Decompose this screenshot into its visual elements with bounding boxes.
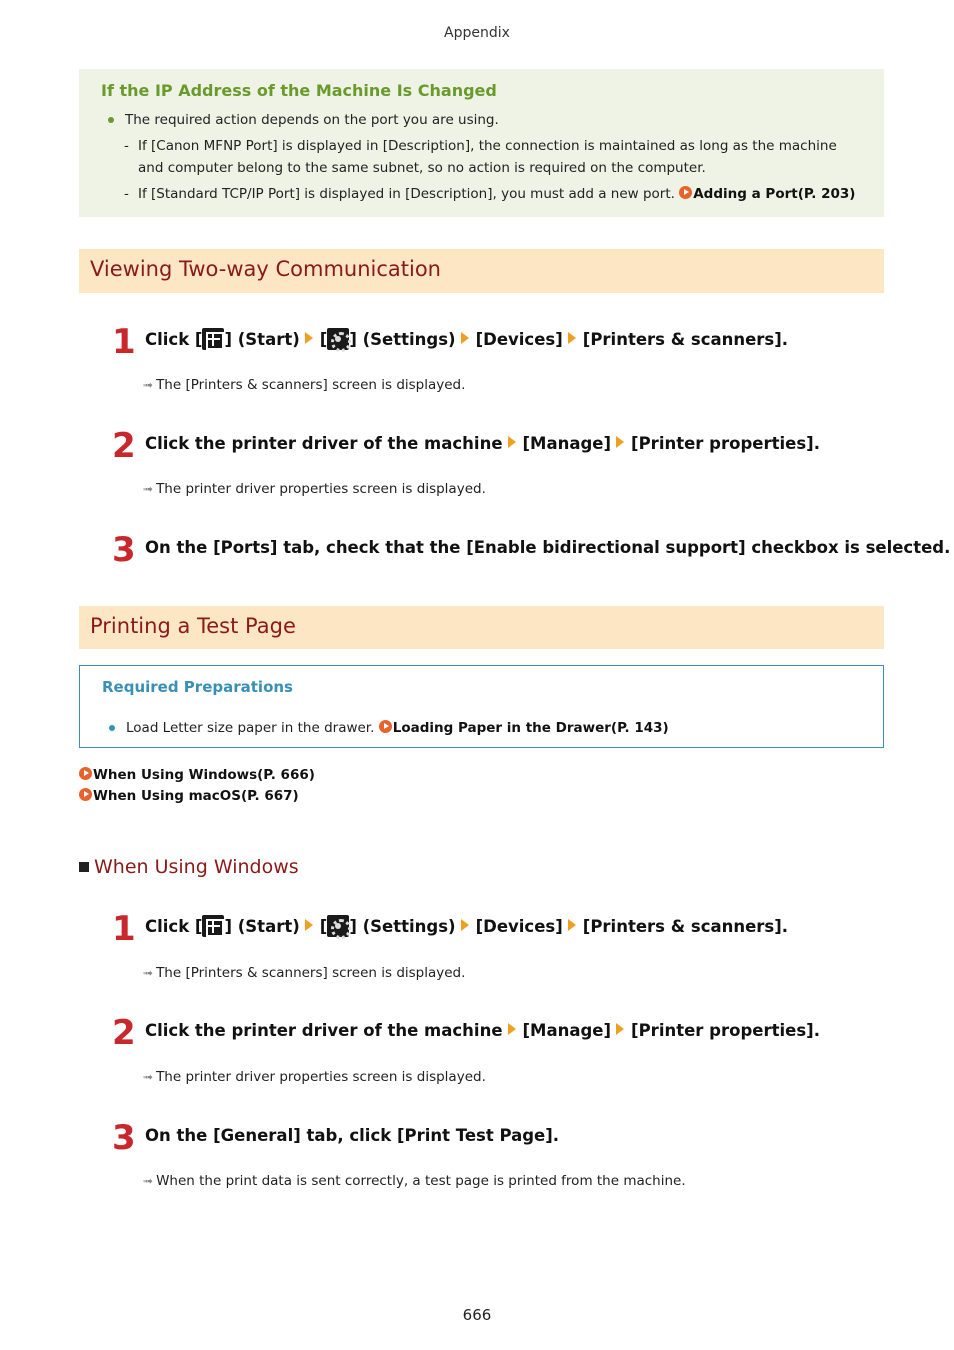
link-arrow-icon bbox=[379, 720, 392, 733]
step-instruction: On the [General] tab, click [Print Test Page]. bbox=[145, 1126, 560, 1145]
step-result-text: The [Printers & scanners] screen is displayed. bbox=[156, 377, 466, 393]
bullet-dot-icon bbox=[108, 117, 114, 123]
result-arrow-icon: ➟ bbox=[143, 378, 154, 392]
step-text-part: [Manage] bbox=[522, 434, 612, 453]
step-result-text: The printer driver properties screen is displayed. bbox=[156, 1069, 486, 1085]
step-text-part: [Printers & scanners]. bbox=[582, 330, 789, 349]
prep-bullet-text: Load Letter size paper in the drawer. bbox=[126, 720, 375, 736]
note-sub-item-1 bbox=[101, 135, 862, 179]
adding-port-link-text: Adding a Port(P. 203) bbox=[693, 186, 856, 202]
orange-triangle-icon bbox=[508, 1023, 516, 1035]
result-arrow-icon: ➟ bbox=[143, 482, 154, 496]
section-heading-bar bbox=[79, 606, 884, 649]
step-result bbox=[143, 1171, 686, 1191]
section-heading-bar bbox=[79, 249, 884, 293]
result-arrow-icon: ➟ bbox=[143, 966, 154, 980]
step-result-text: The printer driver properties screen is displayed. bbox=[156, 481, 486, 497]
link-arrow-icon bbox=[679, 186, 692, 199]
step-text-part: [ bbox=[319, 917, 328, 936]
step-instruction bbox=[145, 328, 788, 352]
result-arrow-icon: ➟ bbox=[143, 1070, 154, 1084]
note-sub-item-2 bbox=[101, 183, 862, 205]
prep-title: Required Preparations bbox=[102, 678, 293, 696]
note-title: If the IP Address of the Machine Is Changed bbox=[101, 81, 497, 100]
step-text-part: [Devices] bbox=[475, 917, 563, 936]
section-title: Printing a Test Page bbox=[90, 614, 296, 638]
loading-paper-link-text: Loading Paper in the Drawer(P. 143) bbox=[392, 720, 669, 736]
orange-triangle-icon bbox=[305, 332, 313, 344]
step-result bbox=[143, 963, 465, 983]
step-text-part: Click the printer driver of the machine bbox=[145, 1021, 503, 1040]
macos-link[interactable] bbox=[79, 786, 299, 806]
windows-start-icon bbox=[202, 328, 224, 350]
adding-port-link[interactable] bbox=[679, 186, 855, 202]
note-box bbox=[79, 69, 884, 217]
step-number: 1 bbox=[112, 909, 136, 949]
result-arrow-icon: ➟ bbox=[143, 1174, 154, 1188]
windows-start-icon bbox=[202, 915, 224, 937]
step-result-text: The [Printers & scanners] screen is displayed. bbox=[156, 965, 466, 981]
gear-icon bbox=[327, 328, 349, 350]
step-text-part: ] (Start) bbox=[224, 917, 300, 936]
link-arrow-icon bbox=[79, 788, 92, 801]
step-number: 1 bbox=[112, 322, 136, 362]
macos-link-text: When Using macOS(P. 667) bbox=[93, 788, 299, 804]
square-bullet-icon bbox=[79, 862, 89, 872]
step-text-part: Click [ bbox=[145, 917, 203, 936]
step-number: 2 bbox=[112, 1013, 136, 1053]
orange-triangle-icon bbox=[508, 436, 516, 448]
orange-triangle-icon bbox=[568, 332, 576, 344]
orange-triangle-icon bbox=[461, 332, 469, 344]
section-title: Viewing Two-way Communication bbox=[90, 257, 441, 281]
step-text-part: [Printer properties]. bbox=[631, 434, 820, 453]
step-text-part: [Printers & scanners]. bbox=[582, 917, 789, 936]
step-text-part: [Printer properties]. bbox=[631, 1021, 820, 1040]
loading-paper-link[interactable] bbox=[379, 720, 669, 736]
step-text-part: ] (Settings) bbox=[349, 917, 456, 936]
note-sub-text-2: If [Standard TCP/IP Port] is displayed in [Description], you must add a new port. bbox=[138, 186, 675, 202]
link-arrow-icon bbox=[79, 767, 92, 780]
step-result-text: When the print data is sent correctly, a test page is printed from the machine. bbox=[156, 1173, 686, 1189]
step-instruction: On the [Ports] tab, check that the [Enable bidirectional support] checkbox is selected. bbox=[145, 538, 951, 557]
step-text-part: [Manage] bbox=[522, 1021, 612, 1040]
step-instruction bbox=[145, 1019, 820, 1043]
orange-triangle-icon bbox=[616, 1023, 624, 1035]
required-preparations-box bbox=[79, 665, 884, 748]
windows-link-text: When Using Windows(P. 666) bbox=[93, 767, 315, 783]
step-text-part: [ bbox=[319, 330, 328, 349]
orange-triangle-icon bbox=[616, 436, 624, 448]
subsection-heading bbox=[79, 854, 299, 880]
step-result bbox=[143, 375, 465, 395]
step-number: 2 bbox=[112, 426, 136, 466]
bullet-dot-icon bbox=[109, 725, 115, 731]
step-result bbox=[143, 1067, 486, 1087]
note-bullet-text: The required action depends on the port you are using. bbox=[125, 112, 499, 128]
step-text-part: ] (Start) bbox=[224, 330, 300, 349]
orange-triangle-icon bbox=[305, 919, 313, 931]
step-result bbox=[143, 479, 486, 499]
step-text-part: ] (Settings) bbox=[349, 330, 456, 349]
step-text-part: Click [ bbox=[145, 330, 203, 349]
dash-icon: - bbox=[124, 138, 129, 154]
note-bullet bbox=[101, 109, 862, 131]
orange-triangle-icon bbox=[568, 919, 576, 931]
dash-icon: - bbox=[124, 186, 129, 202]
step-instruction bbox=[145, 915, 788, 939]
subsection-heading-text: When Using Windows bbox=[94, 856, 299, 878]
page-number: 666 bbox=[462, 1306, 492, 1324]
step-text-part: Click the printer driver of the machine bbox=[145, 434, 503, 453]
windows-link[interactable] bbox=[79, 765, 315, 785]
step-instruction bbox=[145, 432, 820, 456]
gear-icon bbox=[327, 915, 349, 937]
orange-triangle-icon bbox=[461, 919, 469, 931]
step-number: 3 bbox=[112, 1118, 136, 1158]
step-number: 3 bbox=[112, 530, 136, 570]
note-sub-text-1: If [Canon MFNP Port] is displayed in [Description], the connection is maintained as long as the machine and computer belong to the same subnet, so no action is required on the computer. bbox=[138, 138, 837, 176]
running-header: Appendix bbox=[444, 25, 510, 41]
step-text-part: [Devices] bbox=[475, 330, 563, 349]
prep-bullet bbox=[102, 717, 861, 739]
